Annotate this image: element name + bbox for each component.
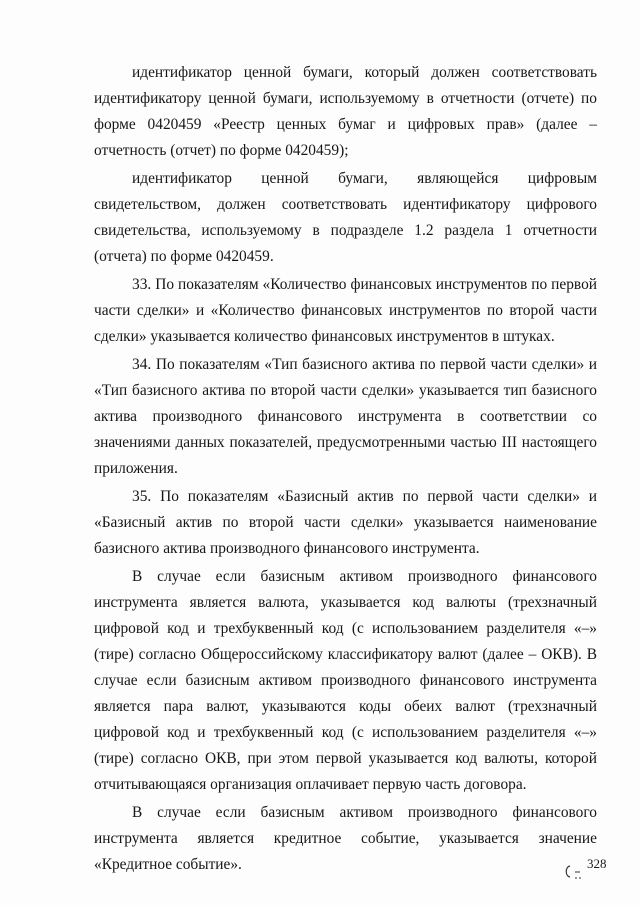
- paragraph-currency-case: В случае если базисным активом производного финансового инструмента является валюта, указывается код валюты (трехзначный цифровой код и трехбуквенный код (с использованием разделителя «–» (тире) согласно Общероссийскому классификатору валют (далее – ОКВ). В случае если базисным активом производного финансового инструмента является пара валют, указываются коды обеих валют (трехзначный цифровой код и трехбуквенный код (с использованием разделителя «–» (тире) согласно ОКВ, при этом первой указывается код валюты, которой отчитывающаяся организация оплачивает первую часть договора.: [94, 568, 597, 793]
- paragraph-security-identifier: идентификатор ценной бумаги, который должен соответствовать идентификатору ценной бумаги, используемому в отчетности (отчете) по форме 0420459 «Реестр ценных бумаг и цифровых прав» (далее – отчетность (отчет) по форме 0420459);: [94, 64, 597, 159]
- paragraph-credit-event-case: В случае если базисным активом производного финансового инструмента является кредитное событие, указывается значение «Кредитное событие».: [94, 804, 597, 873]
- paragraph-digital-certificate-identifier: идентификатор ценной бумаги, являющейся цифровым свидетельством, должен соответствовать идентификатору цифрового свидетельства, используемому в подразделе 1.2 раздела 1 отчетности (отчета) по форме 0420459.: [94, 170, 597, 265]
- paragraph-35: 35. По показателям «Базисный актив по первой части сделки» и «Базисный актив по второй части сделки» указывается наименование базисного актива производного финансового инструмента.: [94, 488, 597, 557]
- document-body: [94, 60, 597, 878]
- paragraph-34: 34. По показателям «Тип базисного актива по первой части сделки» и «Тип базисного актива по второй части сделки» указывается тип базисного актива производного финансового инструмента в соответствии со значениями данных показателей, предусмотренными частью III настоящего приложения.: [94, 356, 597, 477]
- paragraph-33: 33. По показателям «Количество финансовых инструментов по первой части сделки» и «Количество финансовых инструментов по второй части сделки» указывается количество финансовых инструментов в штуках.: [94, 276, 597, 345]
- page-number: 328: [587, 856, 607, 871]
- handwritten-mark-icon: [562, 860, 584, 882]
